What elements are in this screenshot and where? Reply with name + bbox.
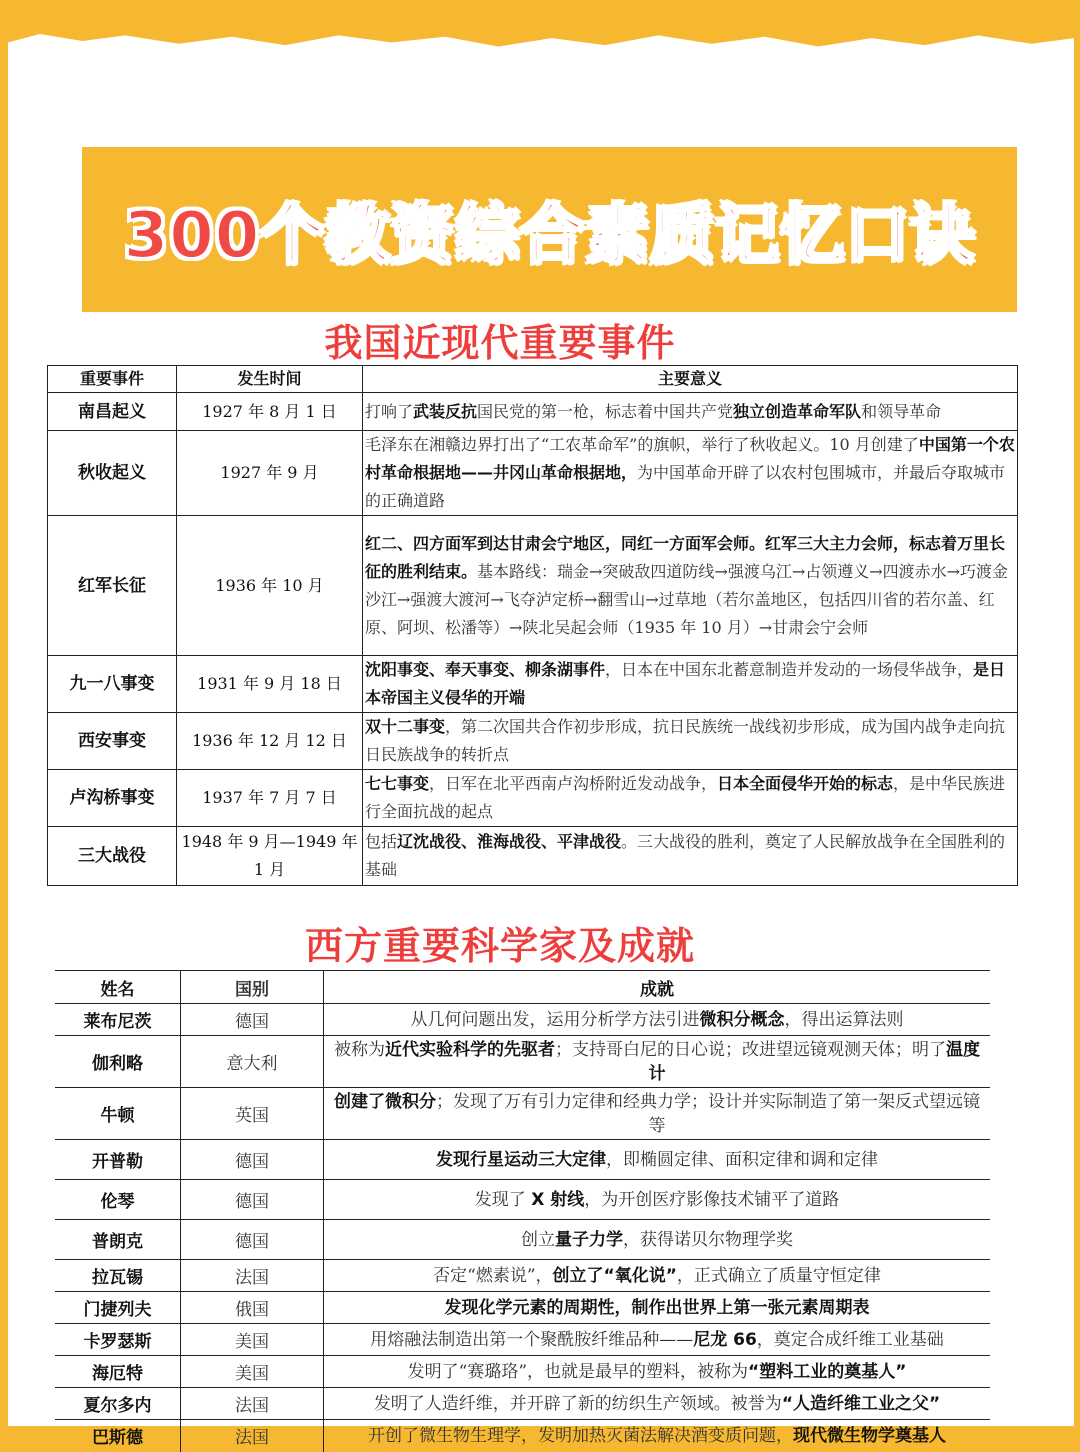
- scientist-country: 俄国: [181, 1292, 324, 1324]
- body-text: 毛泽东在湘赣边界打出了“工农革命军”的旗帜，举行了秋收起义。10 月创建了: [365, 435, 919, 454]
- event-time: 1927 年 8 月 1 日: [177, 393, 363, 431]
- emphasis-text: 中国第一个农村革命根据地——井冈山革命根据地，: [365, 435, 1015, 482]
- emphasis-text: 辽沈战役、淮海战役、平津战役: [397, 832, 622, 851]
- body-text: ，日本在中国东北蓄意制造并发动的一场侵华战争，: [605, 660, 974, 679]
- emphasis-text: “塑料工业的奠基人”: [748, 1361, 907, 1382]
- table-row: [55, 1292, 990, 1324]
- table-row: [55, 1356, 990, 1388]
- emphasis-text: 量子力学: [555, 1229, 623, 1250]
- body-text: 和领导革命: [861, 401, 942, 421]
- scientist-name: 巴斯德: [55, 1420, 181, 1452]
- scientist-name: 拉瓦锡: [55, 1260, 181, 1292]
- body-text: ，是中华民族进行全面抗战的起点: [365, 774, 1006, 821]
- scientist-country: 德国: [181, 1180, 324, 1220]
- scientist-country: 美国: [181, 1356, 324, 1388]
- table-row: [55, 1260, 990, 1292]
- event-time: 1927 年 9 月: [177, 431, 363, 516]
- table-row: [55, 1388, 990, 1420]
- body-text: 从几何问题出发，运用分析学方法引进: [410, 1009, 700, 1030]
- emphasis-text: “人造纤维工业之父”: [781, 1393, 941, 1414]
- body-text: 否定“燃素说”，: [433, 1265, 553, 1286]
- header-achievement: 成就: [324, 971, 991, 1004]
- scientist-country: 法国: [181, 1420, 324, 1452]
- emphasis-text: 独立创造革命军队: [733, 401, 862, 421]
- event-time: 1931 年 9 月 18 日: [177, 656, 363, 713]
- event-time: 1948 年 9 月—1949 年 1 月: [177, 827, 363, 886]
- emphasis-text: 现代微生物学奠基人: [793, 1425, 946, 1446]
- event-name: 秋收起义: [48, 431, 177, 516]
- emphasis-text: 红二、四方面军到达甘肃会宁地区，同红一方面军会师。红军三大主力会师，标志着万里长征的胜利结束。: [365, 533, 1006, 581]
- scientist-achievement: [324, 1140, 991, 1180]
- scientist-country: 意大利: [181, 1036, 324, 1088]
- body-text: ，正式确立了质量守恒定律: [676, 1265, 881, 1286]
- scientist-country: 美国: [181, 1324, 324, 1356]
- emphasis-text: 武装反抗: [413, 401, 478, 421]
- page-title: 300个教资综合素质记忆口诀: [123, 198, 976, 273]
- scientist-name: 海厄特: [55, 1356, 181, 1388]
- body-text: ，为开创医疗影像技术铺平了道路: [584, 1189, 840, 1210]
- header-time: 发生时间: [177, 366, 363, 393]
- body-text: 国民党的第一枪，标志着中国共产党: [477, 401, 734, 421]
- scientist-name: 夏尔多内: [55, 1388, 181, 1420]
- body-text: ；发现了万有引力定律和经典力学；设计并实际制造了第一架反式望远镜等: [436, 1091, 980, 1136]
- emphasis-text: 温度计: [648, 1039, 980, 1084]
- body-text: ，得出运算法则: [784, 1009, 904, 1030]
- body-text: 发明了“赛璐珞”，也就是最早的塑料，被称为: [407, 1361, 749, 1382]
- scientist-achievement: [324, 1356, 991, 1388]
- scientist-country: 法国: [181, 1260, 324, 1292]
- emphasis-text: X 射线: [531, 1189, 585, 1210]
- scientist-name: 莱布尼茨: [55, 1004, 181, 1036]
- event-time: 1936 年 12 月 12 日: [177, 713, 363, 770]
- scientist-name: 牛顿: [55, 1088, 181, 1140]
- scientist-name: 门捷列夫: [55, 1292, 181, 1324]
- scientist-achievement: [324, 1292, 991, 1324]
- header-name: 姓名: [55, 971, 181, 1004]
- emphasis-text: 发现行星运动三大定律: [436, 1149, 606, 1170]
- table-row: [55, 1140, 990, 1180]
- section-title-scientists: 西方重要科学家及成就: [304, 924, 695, 968]
- scientist-country: 德国: [181, 1140, 324, 1180]
- table-row: [55, 1088, 990, 1140]
- scientists-table: [55, 970, 990, 1452]
- emphasis-text: 微积分概念: [699, 1009, 785, 1030]
- scientist-achievement: [324, 1260, 991, 1292]
- event-name: 西安事变: [48, 713, 177, 770]
- table-row: [55, 1324, 990, 1356]
- scientist-country: 英国: [181, 1088, 324, 1140]
- emphasis-text: 日本全面侵华开始的标志: [717, 774, 894, 793]
- scientist-achievement: [324, 1036, 991, 1088]
- scientist-achievement: [324, 1388, 991, 1420]
- emphasis-text: 发现化学元素的周期性，制作出世界上第一张元素周期表: [444, 1297, 870, 1318]
- scientist-country: 法国: [181, 1388, 324, 1420]
- header-significance: 主要意义: [363, 366, 1018, 393]
- body-text: 基本路线：瑞金→突破敌四道防线→强渡乌江→占领遵义→四渡赤水→巧渡金沙江→强渡大渡河→飞夺泸定桥→翻雪山→过草地（若尔盖地区，包括四川省的若尔盖、红原、阿坝、松潘等）→陕北吴起会师（1935 年 10 月）→甘肃会宁会师: [365, 561, 1009, 637]
- header-event: 重要事件: [48, 366, 177, 393]
- body-text: 开创了微生物生理学，发明加热灭菌法解决酒变质问题，: [368, 1425, 793, 1446]
- table-row: [55, 1036, 990, 1088]
- scientist-name: 卡罗瑟斯: [55, 1324, 181, 1356]
- scientist-country: 德国: [181, 1004, 324, 1036]
- body-text: ，获得诺贝尔物理学奖: [623, 1229, 793, 1250]
- body-text: ；支持哥白尼的日心说；改进望远镜观测天体；明了: [555, 1039, 946, 1060]
- event-name: 南昌起义: [48, 393, 177, 431]
- body-text: 创立: [521, 1229, 555, 1250]
- table-row: [55, 1220, 990, 1260]
- emphasis-text: 七七事变: [365, 774, 430, 793]
- scientist-achievement: [324, 1004, 991, 1036]
- table-row: [55, 1004, 990, 1036]
- event-name: 三大战役: [48, 827, 177, 886]
- body-text: 用熔融法制造出第一个聚酰胺纤维品种——: [370, 1329, 694, 1350]
- event-time: 1937 年 7 月 7 日: [177, 770, 363, 827]
- scientist-achievement: [324, 1324, 991, 1356]
- event-name: 卢沟桥事变: [48, 770, 177, 827]
- scientist-achievement: [324, 1420, 991, 1452]
- body-text: 包括: [365, 832, 398, 851]
- emphasis-text: 双十二事变: [365, 717, 446, 736]
- body-text: 发现了: [474, 1189, 532, 1210]
- body-text: 被称为: [334, 1039, 385, 1060]
- scientist-achievement: [324, 1180, 991, 1220]
- event-name: 红军长征: [48, 516, 177, 656]
- scientist-name: 伦琴: [55, 1180, 181, 1220]
- table-header-row: [55, 971, 990, 1004]
- event-name: 九一八事变: [48, 656, 177, 713]
- body-text: ，第二次国共合作初步形成，抗日民族统一战线初步形成，成为国内战争走向抗日民族战争的转折点: [365, 717, 1006, 764]
- scientist-achievement: [324, 1088, 991, 1140]
- scientist-name: 普朗克: [55, 1220, 181, 1260]
- scientist-country: 德国: [181, 1220, 324, 1260]
- body-text: ，即椭圆定律、面积定律和调和定律: [606, 1149, 878, 1170]
- scientist-name: 伽利略: [55, 1036, 181, 1088]
- emphasis-text: 创立了“氧化说”: [552, 1265, 677, 1286]
- table-row: [55, 1180, 990, 1220]
- emphasis-text: 创建了微积分: [334, 1091, 436, 1112]
- body-text: 。三大战役的胜利，奠定了人民解放战争在全国胜利的基础: [365, 832, 1006, 879]
- event-time: 1936 年 10 月: [177, 516, 363, 656]
- table-row: [55, 1420, 990, 1452]
- body-text: 打响了: [365, 401, 414, 421]
- emphasis-text: 沈阳事变、奉天事变、柳条湖事件: [365, 660, 606, 679]
- body-text: ，奠定合成纤维工业基础: [756, 1329, 944, 1350]
- section-title-events: 我国近现代重要事件: [324, 321, 676, 365]
- emphasis-text: 是日本帝国主义侵华的开端: [365, 660, 1006, 707]
- body-text: 为中国革命开辟了以农村包围城市，并最后夺取城市的正确道路: [365, 463, 1006, 510]
- scientist-name: 开普勒: [55, 1140, 181, 1180]
- emphasis-text: 尼龙 66: [693, 1329, 757, 1350]
- body-text: 发明了人造纤维，并开辟了新的纺织生产领域。被誉为: [373, 1393, 782, 1414]
- scientist-achievement: [324, 1220, 991, 1260]
- header-country: 国别: [181, 971, 324, 1004]
- body-text: ，日军在北平西南卢沟桥附近发动战争，: [429, 774, 718, 793]
- emphasis-text: 近代实验科学的先驱者: [385, 1039, 555, 1060]
